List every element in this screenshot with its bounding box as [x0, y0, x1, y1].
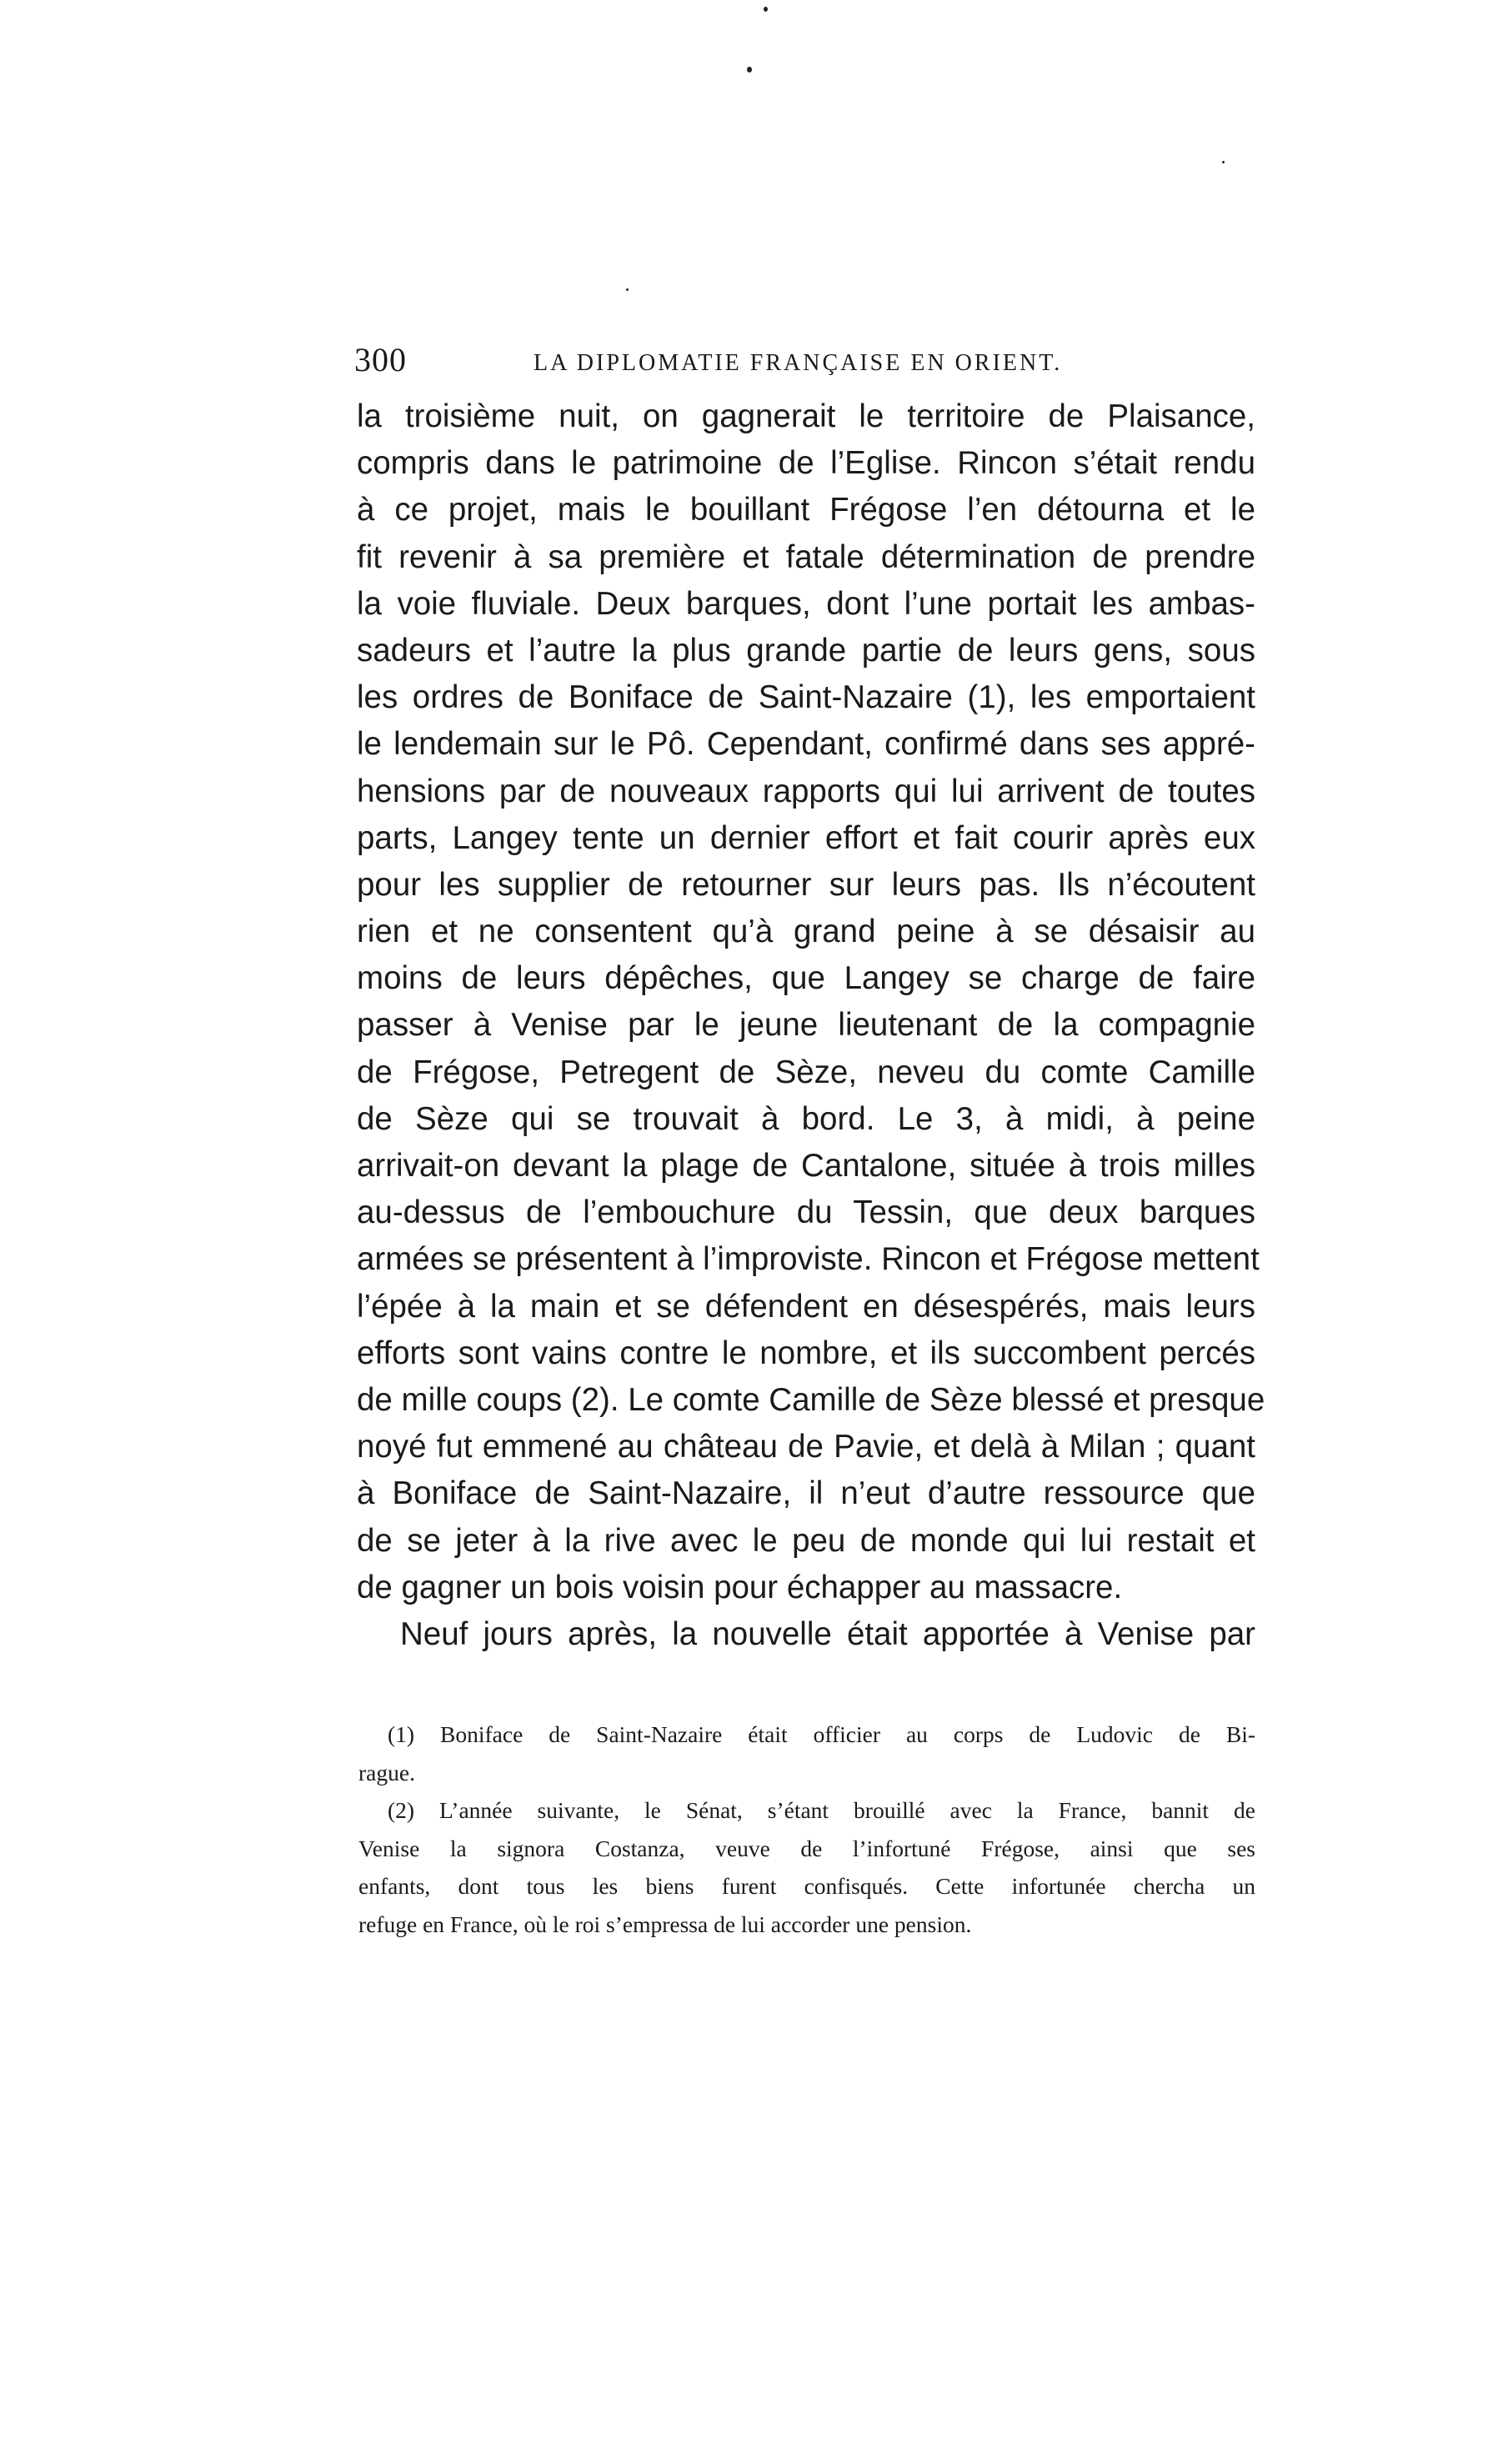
ink-speck — [1222, 161, 1225, 163]
text-line: rien et ne consentent qu’à grand peine à se désaisir au — [357, 914, 1255, 950]
text-line: l’épée à la main et se défendent en désespérés, mais leurs — [357, 1288, 1255, 1325]
text-line: efforts sont vains contre le nombre, et ils succombent percés — [357, 1335, 1255, 1371]
text-line: parts, Langey tente un dernier effort et fait courir après eux — [357, 819, 1255, 856]
footnote-2-line: enfants, dont tous les biens furent confisqués. Cette infortunée chercha un — [358, 1873, 1255, 1899]
ink-speck — [764, 7, 768, 12]
text-line: hensions par de nouveaux rapports qui lui arrivent de toutes — [357, 773, 1255, 809]
text-line: compris dans le patrimoine de l’Eglise. Rincon s’était rendu — [357, 445, 1255, 482]
footnote-2-line: refuge en France, où le roi s’empressa de lui accorder une pension. — [358, 1911, 972, 1937]
text-line: à ce projet, mais le bouillant Frégose l’en détourna et le — [357, 492, 1255, 528]
text-line: sadeurs et l’autre la plus grande partie de leurs gens, sous — [357, 632, 1255, 669]
text-line: de se jeter à la rive avec le peu de monde qui lui restait et — [357, 1522, 1255, 1559]
ink-speck — [747, 67, 752, 73]
text-line: moins de leurs dépêches, que Langey se charge de faire — [357, 960, 1255, 997]
text-line: de mille coups (2). Le comte Camille de Sèze blessé et presque — [357, 1381, 1265, 1418]
page-number: 300 — [354, 341, 407, 378]
body-text — [357, 393, 1265, 1658]
text-line: à Boniface de Saint-Nazaire, il n’eut d’autre ressource que — [357, 1475, 1255, 1512]
text-line: la voie fluviale. Deux barques, dont l’une portait les ambas- — [357, 585, 1255, 622]
text-line: arrivait-on devant la plage de Cantalone, située à trois milles — [357, 1148, 1255, 1184]
footnote-1-continuation: rague. — [358, 1759, 415, 1785]
running-title: LA DIPLOMATIE FRANÇAISE EN ORIENT. — [534, 350, 1063, 376]
footnotes — [358, 1715, 1255, 1943]
text-line: armées se présentent à l’improviste. Rincon et Frégose mettent — [357, 1241, 1260, 1278]
text-line: pour les supplier de retourner sur leurs pas. Ils n’écoutent — [357, 866, 1255, 903]
text-line: au-dessus de l’embouchure du Tessin, que deux barques — [357, 1194, 1255, 1231]
paragraph-start-line: Neuf jours après, la nouvelle était apportée à Venise par — [400, 1615, 1255, 1652]
text-line: de Sèze qui se trouvait à bord. Le 3, à midi, à peine — [357, 1100, 1255, 1137]
text-line: passer à Venise par le jeune lieutenant de la compagnie — [357, 1007, 1255, 1044]
text-line: fit revenir à sa première et fatale détermination de prendre — [357, 538, 1255, 575]
text-line: le lendemain sur le Pô. Cependant, confirmé dans ses appré- — [357, 726, 1255, 763]
paragraph-end-line: de gagner un bois voisin pour échapper au massacre. — [357, 1569, 1123, 1605]
text-line: les ordres de Boniface de Saint-Nazaire (1), les emportaient — [357, 679, 1255, 716]
ink-speck — [626, 288, 629, 291]
footnote-1: (1) Boniface de Saint-Nazaire était officier au corps de Ludovic de Bi- — [388, 1721, 1255, 1747]
footnote-2-line: Venise la signora Costanza, veuve de l’infortuné Frégose, ainsi que ses — [358, 1835, 1255, 1861]
footnote-2: (2) L’année suivante, le Sénat, s’étant brouillé avec la France, bannit de — [388, 1797, 1255, 1823]
text-line: de Frégose, Petregent de Sèze, neveu du comte Camille — [357, 1054, 1255, 1090]
text-line: noyé fut emmené au château de Pavie, et delà à Milan ; quant — [357, 1429, 1255, 1465]
text-line: la troisième nuit, on gagnerait le territoire de Plaisance, — [357, 398, 1255, 434]
page-header — [354, 340, 1255, 390]
